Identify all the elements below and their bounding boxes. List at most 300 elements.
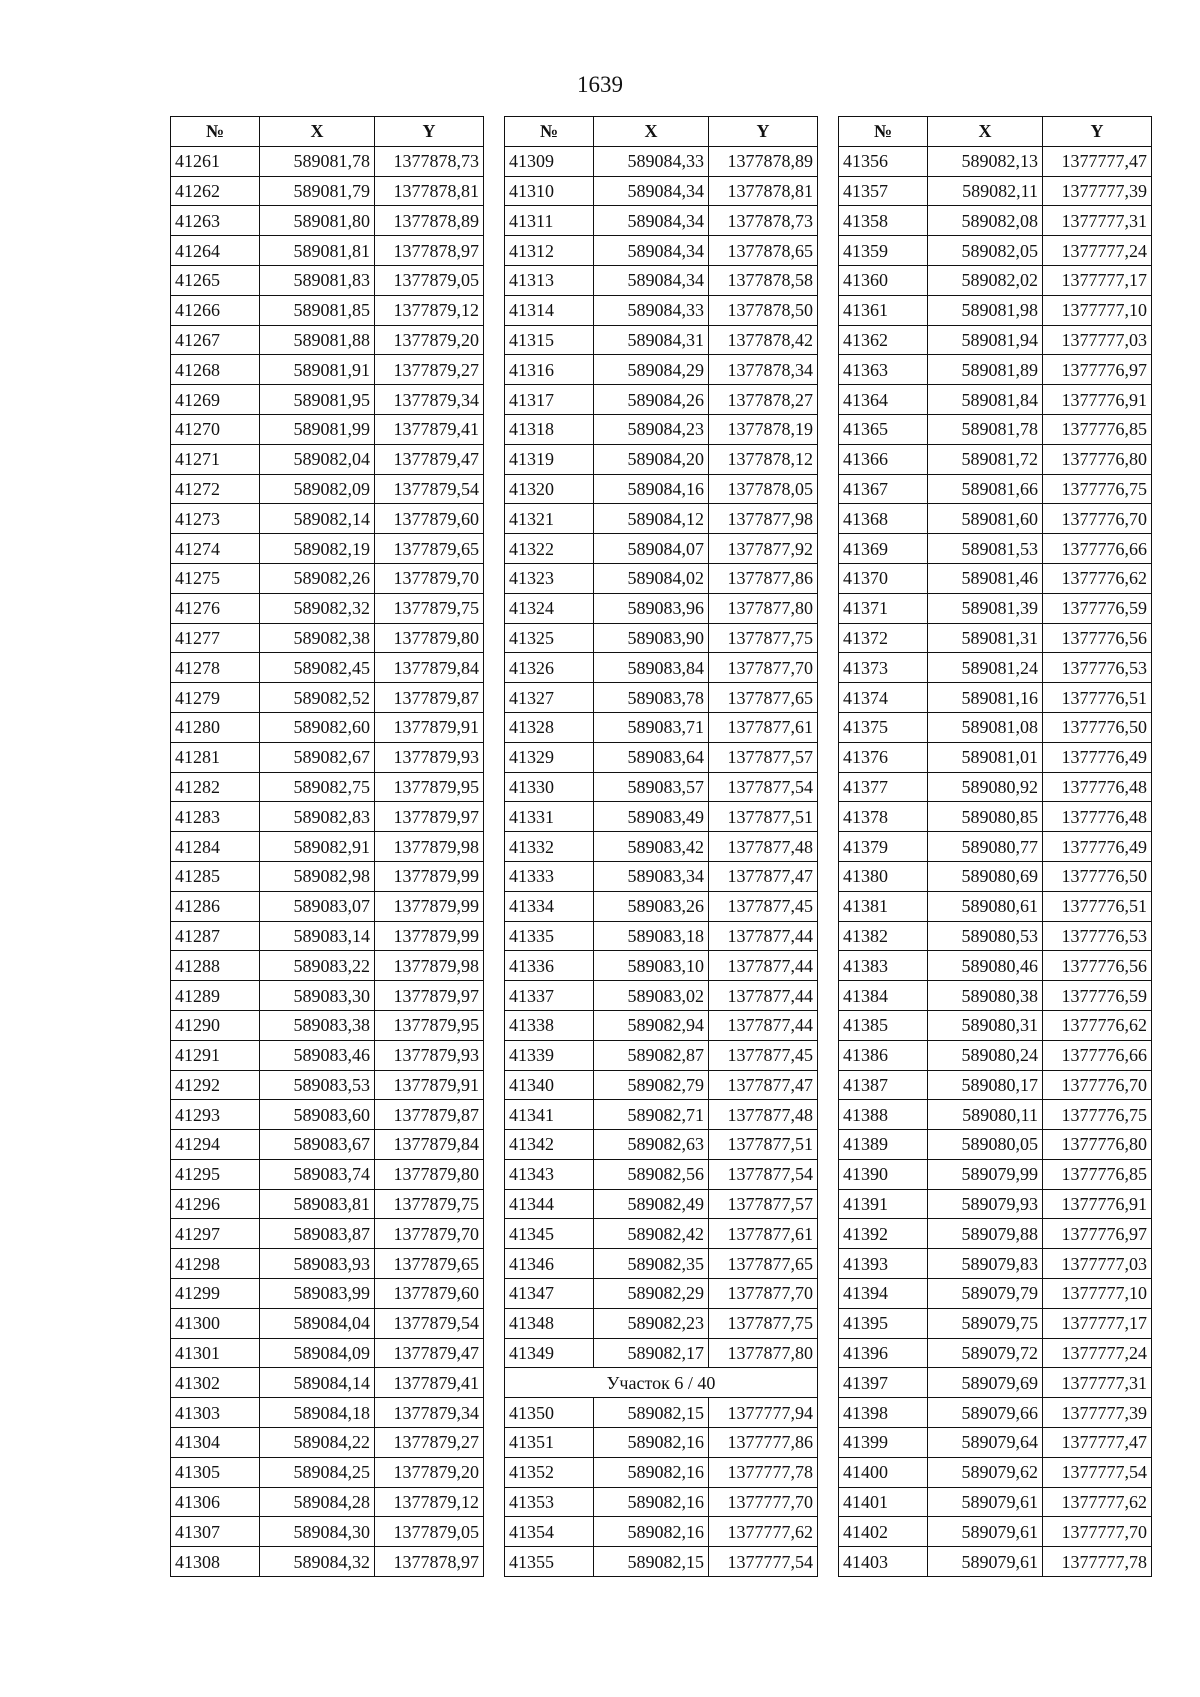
table-row — [171, 772, 484, 802]
table-row — [505, 534, 818, 564]
table-row — [171, 623, 484, 653]
point-number-cell: 41377 — [839, 772, 928, 802]
table-row — [171, 385, 484, 415]
header-y: Y — [1043, 117, 1152, 147]
y-coordinate-cell: 1377777,03 — [1043, 1249, 1152, 1279]
header-number: № — [171, 117, 260, 147]
point-number-cell: 41368 — [839, 504, 928, 534]
y-coordinate-cell: 1377776,50 — [1043, 861, 1152, 891]
y-coordinate-cell: 1377877,98 — [709, 504, 818, 534]
y-coordinate-cell: 1377879,98 — [375, 951, 484, 981]
table-row — [505, 563, 818, 593]
table-row — [171, 1308, 484, 1338]
table-row — [839, 861, 1152, 891]
point-number-cell: 41324 — [505, 593, 594, 623]
y-coordinate-cell: 1377879,70 — [375, 563, 484, 593]
x-coordinate-cell: 589082,16 — [594, 1517, 709, 1547]
y-coordinate-cell: 1377877,70 — [709, 1279, 818, 1309]
x-coordinate-cell: 589082,42 — [594, 1219, 709, 1249]
x-coordinate-cell: 589083,64 — [594, 742, 709, 772]
table-row — [839, 1249, 1152, 1279]
y-coordinate-cell: 1377777,54 — [709, 1547, 818, 1577]
table-row — [505, 1457, 818, 1487]
x-coordinate-cell: 589079,62 — [928, 1457, 1043, 1487]
x-coordinate-cell: 589080,17 — [928, 1070, 1043, 1100]
point-number-cell: 41369 — [839, 534, 928, 564]
point-number-cell: 41355 — [505, 1547, 594, 1577]
header-x: X — [260, 117, 375, 147]
table-row — [839, 1398, 1152, 1428]
y-coordinate-cell: 1377879,97 — [375, 981, 484, 1011]
x-coordinate-cell: 589082,15 — [594, 1547, 709, 1577]
table-row — [839, 1308, 1152, 1338]
point-number-cell: 41317 — [505, 385, 594, 415]
y-coordinate-cell: 1377777,03 — [1043, 325, 1152, 355]
x-coordinate-cell: 589082,98 — [260, 861, 375, 891]
x-coordinate-cell: 589084,29 — [594, 355, 709, 385]
x-coordinate-cell: 589079,83 — [928, 1249, 1043, 1279]
table-row — [505, 176, 818, 206]
table-row — [505, 772, 818, 802]
y-coordinate-cell: 1377877,65 — [709, 683, 818, 713]
point-number-cell: 41263 — [171, 206, 260, 236]
table-row — [171, 653, 484, 683]
point-number-cell: 41323 — [505, 563, 594, 593]
table-row — [839, 1487, 1152, 1517]
table-row — [171, 802, 484, 832]
y-coordinate-cell: 1377878,73 — [709, 206, 818, 236]
y-coordinate-cell: 1377878,12 — [709, 444, 818, 474]
point-number-cell: 41358 — [839, 206, 928, 236]
table-row — [505, 444, 818, 474]
x-coordinate-cell: 589082,05 — [928, 236, 1043, 266]
x-coordinate-cell: 589082,14 — [260, 504, 375, 534]
y-coordinate-cell: 1377877,44 — [709, 921, 818, 951]
point-number-cell: 41330 — [505, 772, 594, 802]
y-coordinate-cell: 1377879,60 — [375, 1279, 484, 1309]
point-number-cell: 41297 — [171, 1219, 260, 1249]
x-coordinate-cell: 589084,34 — [594, 236, 709, 266]
point-number-cell: 41271 — [171, 444, 260, 474]
y-coordinate-cell: 1377878,89 — [709, 146, 818, 176]
table-row — [839, 504, 1152, 534]
point-number-cell: 41275 — [171, 563, 260, 593]
point-number-cell: 41329 — [505, 742, 594, 772]
y-coordinate-cell: 1377879,47 — [375, 1338, 484, 1368]
point-number-cell: 41345 — [505, 1219, 594, 1249]
header-number: № — [505, 117, 594, 147]
y-coordinate-cell: 1377879,41 — [375, 414, 484, 444]
y-coordinate-cell: 1377877,57 — [709, 1189, 818, 1219]
x-coordinate-cell: 589082,08 — [928, 206, 1043, 236]
y-coordinate-cell: 1377879,91 — [375, 712, 484, 742]
x-coordinate-cell: 589082,15 — [594, 1398, 709, 1428]
x-coordinate-cell: 589082,75 — [260, 772, 375, 802]
y-coordinate-cell: 1377776,80 — [1043, 1130, 1152, 1160]
point-number-cell: 41286 — [171, 891, 260, 921]
y-coordinate-cell: 1377879,20 — [375, 325, 484, 355]
table-row — [839, 683, 1152, 713]
x-coordinate-cell: 589079,61 — [928, 1517, 1043, 1547]
y-coordinate-cell: 1377776,48 — [1043, 802, 1152, 832]
table-row — [171, 1457, 484, 1487]
x-coordinate-cell: 589081,39 — [928, 593, 1043, 623]
table-row — [171, 1517, 484, 1547]
y-coordinate-cell: 1377879,84 — [375, 653, 484, 683]
point-number-cell: 41360 — [839, 265, 928, 295]
x-coordinate-cell: 589081,31 — [928, 623, 1043, 653]
table-row — [505, 1517, 818, 1547]
y-coordinate-cell: 1377777,17 — [1043, 1308, 1152, 1338]
x-coordinate-cell: 589082,17 — [594, 1338, 709, 1368]
y-coordinate-cell: 1377877,51 — [709, 802, 818, 832]
x-coordinate-cell: 589082,60 — [260, 712, 375, 742]
y-coordinate-cell: 1377878,19 — [709, 414, 818, 444]
table-row — [505, 742, 818, 772]
point-number-cell: 41349 — [505, 1338, 594, 1368]
y-coordinate-cell: 1377776,59 — [1043, 981, 1152, 1011]
x-coordinate-cell: 589082,56 — [594, 1159, 709, 1189]
table-row — [171, 1130, 484, 1160]
table-row — [839, 414, 1152, 444]
header-x: X — [594, 117, 709, 147]
x-coordinate-cell: 589084,26 — [594, 385, 709, 415]
x-coordinate-cell: 589080,05 — [928, 1130, 1043, 1160]
table-row — [171, 832, 484, 862]
x-coordinate-cell: 589081,79 — [260, 176, 375, 206]
y-coordinate-cell: 1377879,70 — [375, 1219, 484, 1249]
y-coordinate-cell: 1377879,34 — [375, 385, 484, 415]
x-coordinate-cell: 589080,24 — [928, 1040, 1043, 1070]
x-coordinate-cell: 589084,07 — [594, 534, 709, 564]
point-number-cell: 41385 — [839, 1010, 928, 1040]
y-coordinate-cell: 1377879,80 — [375, 623, 484, 653]
y-coordinate-cell: 1377777,10 — [1043, 295, 1152, 325]
table-row — [839, 921, 1152, 951]
x-coordinate-cell: 589082,35 — [594, 1249, 709, 1279]
table-row — [839, 385, 1152, 415]
y-coordinate-cell: 1377877,48 — [709, 832, 818, 862]
x-coordinate-cell: 589081,84 — [928, 385, 1043, 415]
y-coordinate-cell: 1377776,53 — [1043, 653, 1152, 683]
x-coordinate-cell: 589081,98 — [928, 295, 1043, 325]
table-row — [839, 1100, 1152, 1130]
point-number-cell: 41365 — [839, 414, 928, 444]
y-coordinate-cell: 1377777,70 — [709, 1487, 818, 1517]
coordinates-table-3 — [838, 116, 1152, 1577]
x-coordinate-cell: 589082,16 — [594, 1428, 709, 1458]
x-coordinate-cell: 589081,24 — [928, 653, 1043, 683]
point-number-cell: 41381 — [839, 891, 928, 921]
x-coordinate-cell: 589084,34 — [594, 206, 709, 236]
table-row — [505, 1398, 818, 1428]
y-coordinate-cell: 1377879,91 — [375, 1070, 484, 1100]
point-number-cell: 41307 — [171, 1517, 260, 1547]
y-coordinate-cell: 1377878,97 — [375, 1547, 484, 1577]
point-number-cell: 41351 — [505, 1428, 594, 1458]
y-coordinate-cell: 1377879,65 — [375, 534, 484, 564]
table-row — [505, 1070, 818, 1100]
x-coordinate-cell: 589081,78 — [928, 414, 1043, 444]
y-coordinate-cell: 1377777,39 — [1043, 176, 1152, 206]
table-row — [839, 146, 1152, 176]
point-number-cell: 41342 — [505, 1130, 594, 1160]
point-number-cell: 41389 — [839, 1130, 928, 1160]
table-row — [505, 265, 818, 295]
y-coordinate-cell: 1377877,80 — [709, 1338, 818, 1368]
x-coordinate-cell: 589079,69 — [928, 1368, 1043, 1398]
point-number-cell: 41398 — [839, 1398, 928, 1428]
table-row — [171, 593, 484, 623]
x-coordinate-cell: 589083,53 — [260, 1070, 375, 1100]
y-coordinate-cell: 1377877,92 — [709, 534, 818, 564]
x-coordinate-cell: 589079,64 — [928, 1428, 1043, 1458]
x-coordinate-cell: 589081,16 — [928, 683, 1043, 713]
table-row — [505, 385, 818, 415]
y-coordinate-cell: 1377877,65 — [709, 1249, 818, 1279]
y-coordinate-cell: 1377776,70 — [1043, 1070, 1152, 1100]
y-coordinate-cell: 1377776,75 — [1043, 1100, 1152, 1130]
point-number-cell: 41301 — [171, 1338, 260, 1368]
table-row — [171, 861, 484, 891]
point-number-cell: 41272 — [171, 474, 260, 504]
x-coordinate-cell: 589083,81 — [260, 1189, 375, 1219]
x-coordinate-cell: 589083,96 — [594, 593, 709, 623]
x-coordinate-cell: 589079,99 — [928, 1159, 1043, 1189]
y-coordinate-cell: 1377879,84 — [375, 1130, 484, 1160]
header-x: X — [928, 117, 1043, 147]
table-row — [505, 832, 818, 862]
y-coordinate-cell: 1377776,66 — [1043, 534, 1152, 564]
y-coordinate-cell: 1377776,49 — [1043, 832, 1152, 862]
point-number-cell: 41279 — [171, 683, 260, 713]
y-coordinate-cell: 1377879,12 — [375, 1487, 484, 1517]
table-row — [839, 1428, 1152, 1458]
table-row — [505, 1547, 818, 1577]
x-coordinate-cell: 589083,14 — [260, 921, 375, 951]
x-coordinate-cell: 589083,30 — [260, 981, 375, 1011]
table-row — [171, 683, 484, 713]
point-number-cell: 41376 — [839, 742, 928, 772]
table-row — [839, 1010, 1152, 1040]
table-row — [505, 712, 818, 742]
coordinates-table-1 — [170, 116, 484, 1577]
point-number-cell: 41288 — [171, 951, 260, 981]
y-coordinate-cell: 1377877,75 — [709, 623, 818, 653]
point-number-cell: 41328 — [505, 712, 594, 742]
header-y: Y — [709, 117, 818, 147]
point-number-cell: 41311 — [505, 206, 594, 236]
x-coordinate-cell: 589081,72 — [928, 444, 1043, 474]
y-coordinate-cell: 1377879,20 — [375, 1457, 484, 1487]
point-number-cell: 41322 — [505, 534, 594, 564]
y-coordinate-cell: 1377776,97 — [1043, 1219, 1152, 1249]
table-row — [171, 1040, 484, 1070]
point-number-cell: 41338 — [505, 1010, 594, 1040]
x-coordinate-cell: 589079,72 — [928, 1338, 1043, 1368]
x-coordinate-cell: 589080,69 — [928, 861, 1043, 891]
x-coordinate-cell: 589083,71 — [594, 712, 709, 742]
x-coordinate-cell: 589081,01 — [928, 742, 1043, 772]
y-coordinate-cell: 1377877,75 — [709, 1308, 818, 1338]
y-coordinate-cell: 1377776,91 — [1043, 1189, 1152, 1219]
table-row — [505, 1159, 818, 1189]
point-number-cell: 41294 — [171, 1130, 260, 1160]
x-coordinate-cell: 589081,91 — [260, 355, 375, 385]
table-row — [839, 1368, 1152, 1398]
point-number-cell: 41402 — [839, 1517, 928, 1547]
table-row — [505, 951, 818, 981]
x-coordinate-cell: 589082,38 — [260, 623, 375, 653]
table-row — [839, 206, 1152, 236]
y-coordinate-cell: 1377777,62 — [1043, 1487, 1152, 1517]
point-number-cell: 41281 — [171, 742, 260, 772]
point-number-cell: 41278 — [171, 653, 260, 683]
point-number-cell: 41296 — [171, 1189, 260, 1219]
x-coordinate-cell: 589082,83 — [260, 802, 375, 832]
x-coordinate-cell: 589083,02 — [594, 981, 709, 1011]
point-number-cell: 41308 — [171, 1547, 260, 1577]
point-number-cell: 41292 — [171, 1070, 260, 1100]
point-number-cell: 41314 — [505, 295, 594, 325]
x-coordinate-cell: 589081,99 — [260, 414, 375, 444]
point-number-cell: 41354 — [505, 1517, 594, 1547]
point-number-cell: 41266 — [171, 295, 260, 325]
y-coordinate-cell: 1377777,39 — [1043, 1398, 1152, 1428]
x-coordinate-cell: 589082,87 — [594, 1040, 709, 1070]
table-row — [839, 832, 1152, 862]
table-row — [839, 623, 1152, 653]
x-coordinate-cell: 589079,88 — [928, 1219, 1043, 1249]
table-row — [171, 474, 484, 504]
x-coordinate-cell: 589084,04 — [260, 1308, 375, 1338]
y-coordinate-cell: 1377776,97 — [1043, 355, 1152, 385]
y-coordinate-cell: 1377879,27 — [375, 1428, 484, 1458]
x-coordinate-cell: 589080,85 — [928, 802, 1043, 832]
table-row — [171, 1010, 484, 1040]
table-row — [171, 951, 484, 981]
y-coordinate-cell: 1377777,47 — [1043, 1428, 1152, 1458]
x-coordinate-cell: 589079,93 — [928, 1189, 1043, 1219]
x-coordinate-cell: 589082,52 — [260, 683, 375, 713]
y-coordinate-cell: 1377879,34 — [375, 1398, 484, 1428]
point-number-cell: 41298 — [171, 1249, 260, 1279]
y-coordinate-cell: 1377878,81 — [375, 176, 484, 206]
table-row — [505, 1010, 818, 1040]
y-coordinate-cell: 1377878,34 — [709, 355, 818, 385]
table-row — [171, 1368, 484, 1398]
table-row — [505, 1428, 818, 1458]
table-row — [505, 981, 818, 1011]
point-number-cell: 41319 — [505, 444, 594, 474]
table-row — [505, 802, 818, 832]
point-number-cell: 41340 — [505, 1070, 594, 1100]
x-coordinate-cell: 589083,38 — [260, 1010, 375, 1040]
point-number-cell: 41285 — [171, 861, 260, 891]
x-coordinate-cell: 589084,34 — [594, 265, 709, 295]
table-row — [505, 653, 818, 683]
y-coordinate-cell: 1377777,31 — [1043, 206, 1152, 236]
section-row — [505, 1368, 818, 1398]
x-coordinate-cell: 589084,16 — [594, 474, 709, 504]
point-number-cell: 41383 — [839, 951, 928, 981]
x-coordinate-cell: 589084,14 — [260, 1368, 375, 1398]
y-coordinate-cell: 1377777,70 — [1043, 1517, 1152, 1547]
table-row — [839, 712, 1152, 742]
x-coordinate-cell: 589082,94 — [594, 1010, 709, 1040]
x-coordinate-cell: 589081,85 — [260, 295, 375, 325]
point-number-cell: 41327 — [505, 683, 594, 713]
point-number-cell: 41341 — [505, 1100, 594, 1130]
x-coordinate-cell: 589081,60 — [928, 504, 1043, 534]
x-coordinate-cell: 589082,09 — [260, 474, 375, 504]
point-number-cell: 41379 — [839, 832, 928, 862]
y-coordinate-cell: 1377877,86 — [709, 563, 818, 593]
x-coordinate-cell: 589082,02 — [928, 265, 1043, 295]
table-row — [839, 891, 1152, 921]
y-coordinate-cell: 1377777,31 — [1043, 1368, 1152, 1398]
point-number-cell: 41335 — [505, 921, 594, 951]
x-coordinate-cell: 589082,26 — [260, 563, 375, 593]
table-row — [171, 1159, 484, 1189]
y-coordinate-cell: 1377878,81 — [709, 176, 818, 206]
table-row — [505, 1487, 818, 1517]
point-number-cell: 41401 — [839, 1487, 928, 1517]
x-coordinate-cell: 589083,90 — [594, 623, 709, 653]
point-number-cell: 41295 — [171, 1159, 260, 1189]
point-number-cell: 41331 — [505, 802, 594, 832]
x-coordinate-cell: 589082,49 — [594, 1189, 709, 1219]
point-number-cell: 41352 — [505, 1457, 594, 1487]
table-row — [839, 772, 1152, 802]
point-number-cell: 41332 — [505, 832, 594, 862]
point-number-cell: 41388 — [839, 1100, 928, 1130]
x-coordinate-cell: 589081,46 — [928, 563, 1043, 593]
y-coordinate-cell: 1377777,10 — [1043, 1279, 1152, 1309]
point-number-cell: 41391 — [839, 1189, 928, 1219]
y-coordinate-cell: 1377878,58 — [709, 265, 818, 295]
point-number-cell: 41306 — [171, 1487, 260, 1517]
x-coordinate-cell: 589081,95 — [260, 385, 375, 415]
x-coordinate-cell: 589083,78 — [594, 683, 709, 713]
point-number-cell: 41357 — [839, 176, 928, 206]
point-number-cell: 41397 — [839, 1368, 928, 1398]
y-coordinate-cell: 1377879,87 — [375, 683, 484, 713]
y-coordinate-cell: 1377877,51 — [709, 1130, 818, 1160]
table-row — [171, 742, 484, 772]
y-coordinate-cell: 1377879,97 — [375, 802, 484, 832]
x-coordinate-cell: 589082,11 — [928, 176, 1043, 206]
y-coordinate-cell: 1377879,05 — [375, 265, 484, 295]
table-row — [505, 236, 818, 266]
x-coordinate-cell: 589084,18 — [260, 1398, 375, 1428]
table-row — [839, 1189, 1152, 1219]
table-row — [505, 474, 818, 504]
table-row — [505, 1249, 818, 1279]
x-coordinate-cell: 589080,61 — [928, 891, 1043, 921]
table-row — [505, 1308, 818, 1338]
y-coordinate-cell: 1377879,54 — [375, 1308, 484, 1338]
point-number-cell: 41316 — [505, 355, 594, 385]
point-number-cell: 41277 — [171, 623, 260, 653]
x-coordinate-cell: 589082,23 — [594, 1308, 709, 1338]
section-label: Участок 6 / 40 — [505, 1368, 818, 1398]
table-header-row — [171, 117, 484, 147]
point-number-cell: 41361 — [839, 295, 928, 325]
point-number-cell: 41346 — [505, 1249, 594, 1279]
table-row — [505, 593, 818, 623]
table-row — [839, 1279, 1152, 1309]
